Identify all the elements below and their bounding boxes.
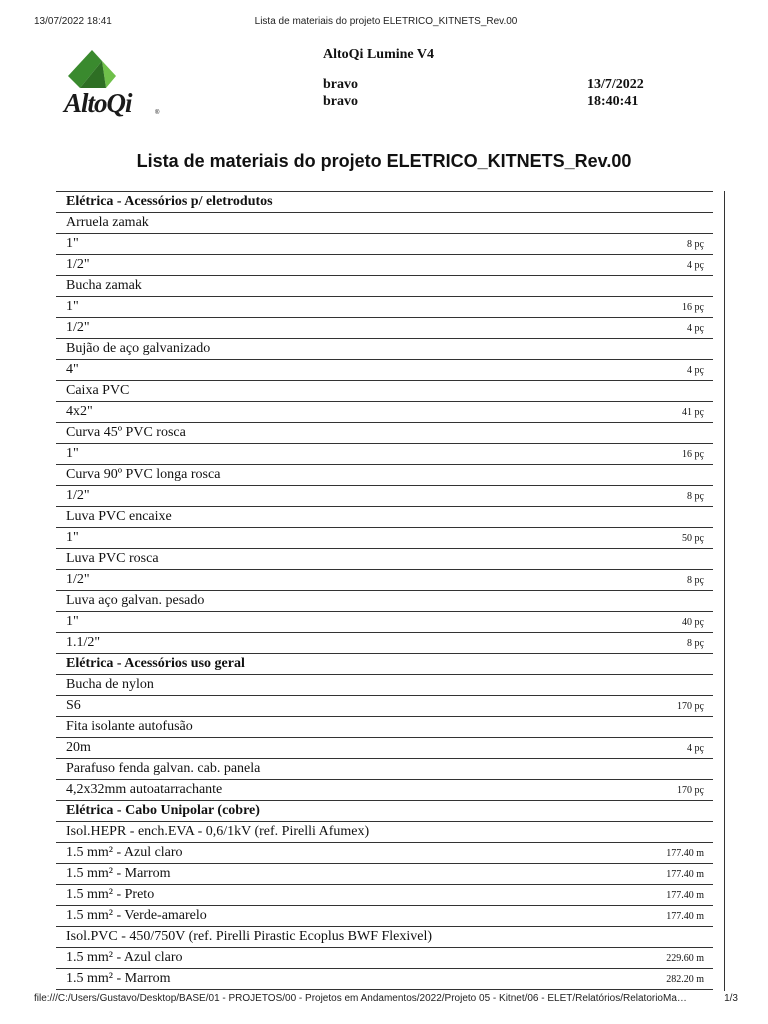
row-description: 1.5 mm² - Preto	[66, 887, 155, 902]
row-quantity: 4 pç	[687, 743, 704, 754]
row-description: Elétrica - Acessórios uso geral	[66, 656, 245, 671]
material-row	[56, 591, 713, 612]
material-row	[56, 213, 713, 234]
row-quantity: 41 pç	[682, 407, 704, 418]
row-description: 1.1/2"	[66, 635, 101, 650]
row-quantity: 177.40 m	[666, 911, 704, 922]
row-description: Elétrica - Acessórios p/ eletrodutos	[66, 194, 273, 209]
row-description: 1.5 mm² - Marrom	[66, 866, 171, 881]
size-row	[56, 633, 713, 654]
app-name: AltoQi Lumine V4	[323, 47, 434, 62]
size-row	[56, 444, 713, 465]
category-row	[56, 654, 713, 675]
size-row	[56, 402, 713, 423]
size-row	[56, 234, 713, 255]
size-row	[56, 570, 713, 591]
logo-wordmark: AltoQi	[64, 88, 132, 118]
print-footer	[34, 993, 738, 1007]
report-date: 13/7/2022	[587, 77, 644, 92]
print-datetime: 13/07/2022 18:41	[34, 16, 112, 27]
row-description: Bujão de aço galvanizado	[66, 341, 211, 356]
row-quantity: 282.20 m	[666, 974, 704, 985]
row-quantity: 177.40 m	[666, 890, 704, 901]
row-description: 1"	[66, 236, 79, 251]
row-quantity: 40 pç	[682, 617, 704, 628]
row-quantity: 8 pç	[687, 491, 704, 502]
material-row	[56, 717, 713, 738]
row-description: S6	[66, 698, 81, 713]
row-quantity: 50 pç	[682, 533, 704, 544]
materials-table	[56, 191, 713, 990]
category-row	[56, 801, 713, 822]
size-row	[56, 843, 713, 864]
row-description: 1.5 mm² - Azul claro	[66, 950, 183, 965]
print-header	[34, 16, 738, 30]
row-description: Isol.PVC - 450/750V (ref. Pirelli Pirastic Ecoplus BWF Flexivel)	[66, 929, 433, 944]
row-description: 1.5 mm² - Azul claro	[66, 845, 183, 860]
document-title: Lista de materiais do projeto ELETRICO_KITNETS_Rev.00	[136, 151, 632, 171]
row-description: Bucha zamak	[66, 278, 142, 293]
material-row	[56, 927, 713, 948]
material-row	[56, 339, 713, 360]
user-name-1: bravo	[323, 77, 358, 92]
material-row	[56, 465, 713, 486]
size-row	[56, 969, 713, 990]
row-quantity: 4 pç	[687, 323, 704, 334]
row-description: 1"	[66, 299, 79, 314]
size-row	[56, 738, 713, 759]
row-description: Parafuso fenda galvan. cab. panela	[66, 761, 261, 776]
row-description: Arruela zamak	[66, 215, 149, 230]
row-description: Elétrica - Cabo Unipolar (cobre)	[66, 803, 260, 818]
row-quantity: 170 pç	[677, 701, 704, 712]
row-description: 20m	[66, 740, 91, 755]
size-row	[56, 318, 713, 339]
print-page-number: 1/3	[724, 993, 738, 1004]
size-row	[56, 696, 713, 717]
material-row	[56, 549, 713, 570]
page-edge-line	[724, 191, 725, 991]
user-name-2: bravo	[323, 94, 358, 109]
size-row	[56, 297, 713, 318]
row-description: 1/2"	[66, 488, 90, 503]
row-description: Fita isolante autofusão	[66, 719, 193, 734]
row-quantity: 177.40 m	[666, 869, 704, 880]
size-row	[56, 255, 713, 276]
material-row	[56, 423, 713, 444]
material-row	[56, 381, 713, 402]
row-description: Bucha de nylon	[66, 677, 154, 692]
row-quantity: 177.40 m	[666, 848, 704, 859]
material-row	[56, 759, 713, 780]
row-description: 1.5 mm² - Verde-amarelo	[66, 908, 207, 923]
print-file-url: file:///C:/Users/Gustavo/Desktop/BASE/01 - PROJETOS/00 - Projetos em Andamentos/2022/Projeto 05 - Kitnet/06 - ELET/Relatórios/RelatorioMa…	[34, 993, 687, 1004]
size-row	[56, 885, 713, 906]
size-row	[56, 528, 713, 549]
logo-registered-mark: ®	[155, 110, 160, 116]
row-description: Luva aço galvan. pesado	[66, 593, 205, 608]
altoqi-logo	[62, 48, 166, 122]
material-row	[56, 276, 713, 297]
row-description: 1/2"	[66, 257, 90, 272]
row-description: Caixa PVC	[66, 383, 130, 398]
row-description: Luva PVC rosca	[66, 551, 159, 566]
row-quantity: 229.60 m	[666, 953, 704, 964]
row-description: 1/2"	[66, 320, 90, 335]
material-row	[56, 675, 713, 696]
row-description: 4,2x32mm autoatarrachante	[66, 782, 223, 797]
row-description: Curva 45º PVC rosca	[66, 425, 186, 440]
row-description: 1"	[66, 446, 79, 461]
size-row	[56, 864, 713, 885]
row-quantity: 4 pç	[687, 365, 704, 376]
report-time: 18:40:41	[587, 94, 639, 109]
row-description: Curva 90º PVC longa rosca	[66, 467, 221, 482]
row-quantity: 8 pç	[687, 638, 704, 649]
size-row	[56, 360, 713, 381]
size-row	[56, 780, 713, 801]
row-description: Isol.HEPR - ench.EVA - 0,6/1kV (ref. Pirelli Afumex)	[66, 824, 370, 839]
category-row	[56, 192, 713, 213]
size-row	[56, 612, 713, 633]
row-quantity: 16 pç	[682, 302, 704, 313]
row-description: 1"	[66, 614, 79, 629]
size-row	[56, 906, 713, 927]
material-row	[56, 507, 713, 528]
row-description: Luva PVC encaixe	[66, 509, 172, 524]
row-quantity: 8 pç	[687, 239, 704, 250]
row-description: 4x2"	[66, 404, 93, 419]
row-description: 1"	[66, 530, 79, 545]
print-title: Lista de materiais do projeto ELETRICO_KITNETS_Rev.00	[254, 16, 518, 27]
size-row	[56, 486, 713, 507]
row-description: 4"	[66, 362, 79, 377]
size-row	[56, 948, 713, 969]
material-row	[56, 822, 713, 843]
row-quantity: 8 pç	[687, 575, 704, 586]
row-description: 1/2"	[66, 572, 90, 587]
row-quantity: 170 pç	[677, 785, 704, 796]
logo-mark-icon	[62, 48, 122, 92]
row-description: 1.5 mm² - Marrom	[66, 971, 171, 986]
row-quantity: 4 pç	[687, 260, 704, 271]
row-quantity: 16 pç	[682, 449, 704, 460]
